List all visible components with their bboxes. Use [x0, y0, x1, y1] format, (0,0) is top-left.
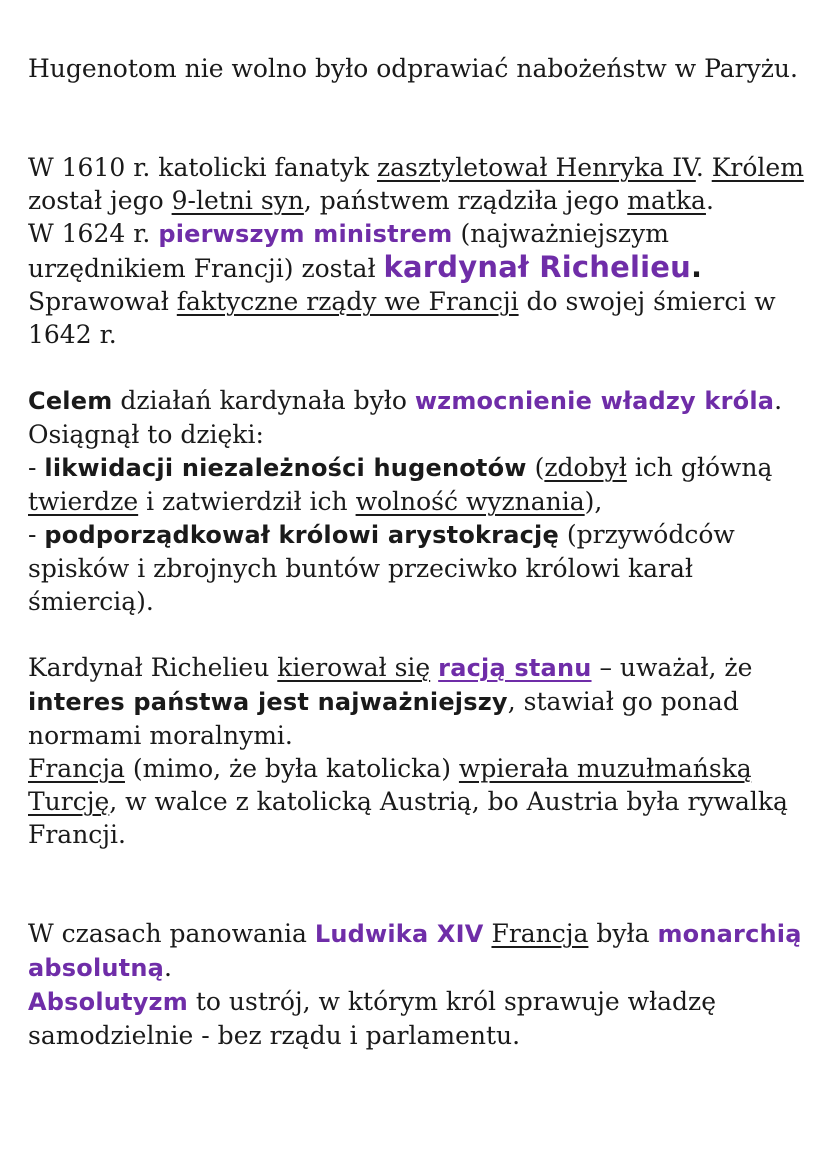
text: ich główną [626, 453, 773, 482]
underlined-text: Królem [711, 153, 804, 182]
text: - [28, 453, 45, 482]
highlight-term: monarchią absolutną [28, 920, 802, 982]
text: W czasach panowania [28, 919, 315, 948]
text: W 1624 r. [28, 219, 159, 248]
text: , państwem rządziła jego [303, 186, 628, 215]
underlined-text: 9-letni syn [171, 186, 304, 215]
paragraph-goals [28, 384, 808, 618]
text: . [164, 953, 172, 982]
text: . Osiągnął to dzięki: [28, 386, 783, 449]
spacer [28, 851, 808, 917]
bold-term: podporządkował królowi arystokrację [44, 521, 559, 549]
paragraph-richelieu-minister [28, 217, 808, 351]
text: (przywódców spisków i zbrojnych buntów przeciwko królowi karał śmiercią). [28, 520, 735, 616]
text: Sprawował [28, 287, 177, 316]
text: (mimo, że była katolicka) [124, 754, 459, 783]
spacer [28, 351, 808, 384]
highlight-term: racją stanu [438, 654, 592, 682]
underlined-text: twierdze [28, 487, 139, 516]
text: - [28, 520, 45, 549]
text: . [705, 186, 714, 215]
paragraph-huguenots-paris [28, 52, 808, 85]
highlight-term: wzmocnienie władzy króla [414, 387, 775, 415]
text: , w walce z katolicką Austrią, bo Austria była rywalką Francji. [28, 787, 788, 849]
text: ), [584, 487, 603, 516]
text: i zatwierdził ich [138, 487, 356, 516]
underlined-text: zasztyletował Henryka IV [376, 153, 696, 182]
spacer [28, 85, 808, 151]
text: Kardynał Richelieu [28, 653, 278, 682]
text: była [588, 919, 658, 948]
text: do swojej śmierci w 1642 r. [28, 287, 776, 349]
underlined-text: Francja [491, 919, 589, 948]
highlight-term: pierwszym ministrem [158, 220, 453, 248]
underlined-text: Francja [28, 754, 125, 783]
text: W 1610 r. katolicki fanatyk [28, 153, 377, 182]
text: został jego [28, 186, 172, 215]
bold-term: interes państwa jest najważniejszy [28, 688, 508, 716]
text: . [691, 250, 703, 284]
underlined-text: faktyczne rządy we Francji [176, 287, 519, 316]
spacer [28, 618, 808, 651]
paragraph-henry-iv [28, 151, 808, 217]
text: , stawiał go ponad normami moralnymi. [28, 687, 739, 750]
text: – uważał, że [591, 653, 753, 682]
underlined-text: zdobył [544, 453, 627, 482]
paragraph-raison-detat [28, 651, 808, 851]
highlight-term: Ludwika XIV [314, 920, 484, 948]
text [430, 653, 438, 682]
highlight-term: kardynał Richelieu [383, 250, 691, 284]
text: (najważniejszym urzędnikiem Francji) został [28, 219, 669, 283]
bold-term: Celem [28, 387, 113, 415]
bold-term: likwidacji niezależności hugenotów [44, 454, 527, 482]
text: to ustrój, w którym król sprawuje władzę samodzielnie - bez rządu i parlamentu. [28, 987, 717, 1050]
paragraph-absolutism [28, 917, 808, 1052]
highlight-term: Absolutyzm [28, 988, 188, 1016]
underlined-text: matka [627, 186, 706, 215]
underlined-text: kierował się [277, 653, 431, 682]
text: . [695, 153, 712, 182]
document-page [28, 52, 808, 1052]
underlined-text: wpierała muzułmańską Turcję [28, 754, 752, 816]
text: działań kardynała było [112, 386, 415, 415]
underlined-text: wolność wyznania [355, 487, 585, 516]
text: ( [526, 453, 545, 482]
text: Hugenotom nie wolno było odprawiać nabożeństw w Paryżu. [28, 54, 798, 83]
